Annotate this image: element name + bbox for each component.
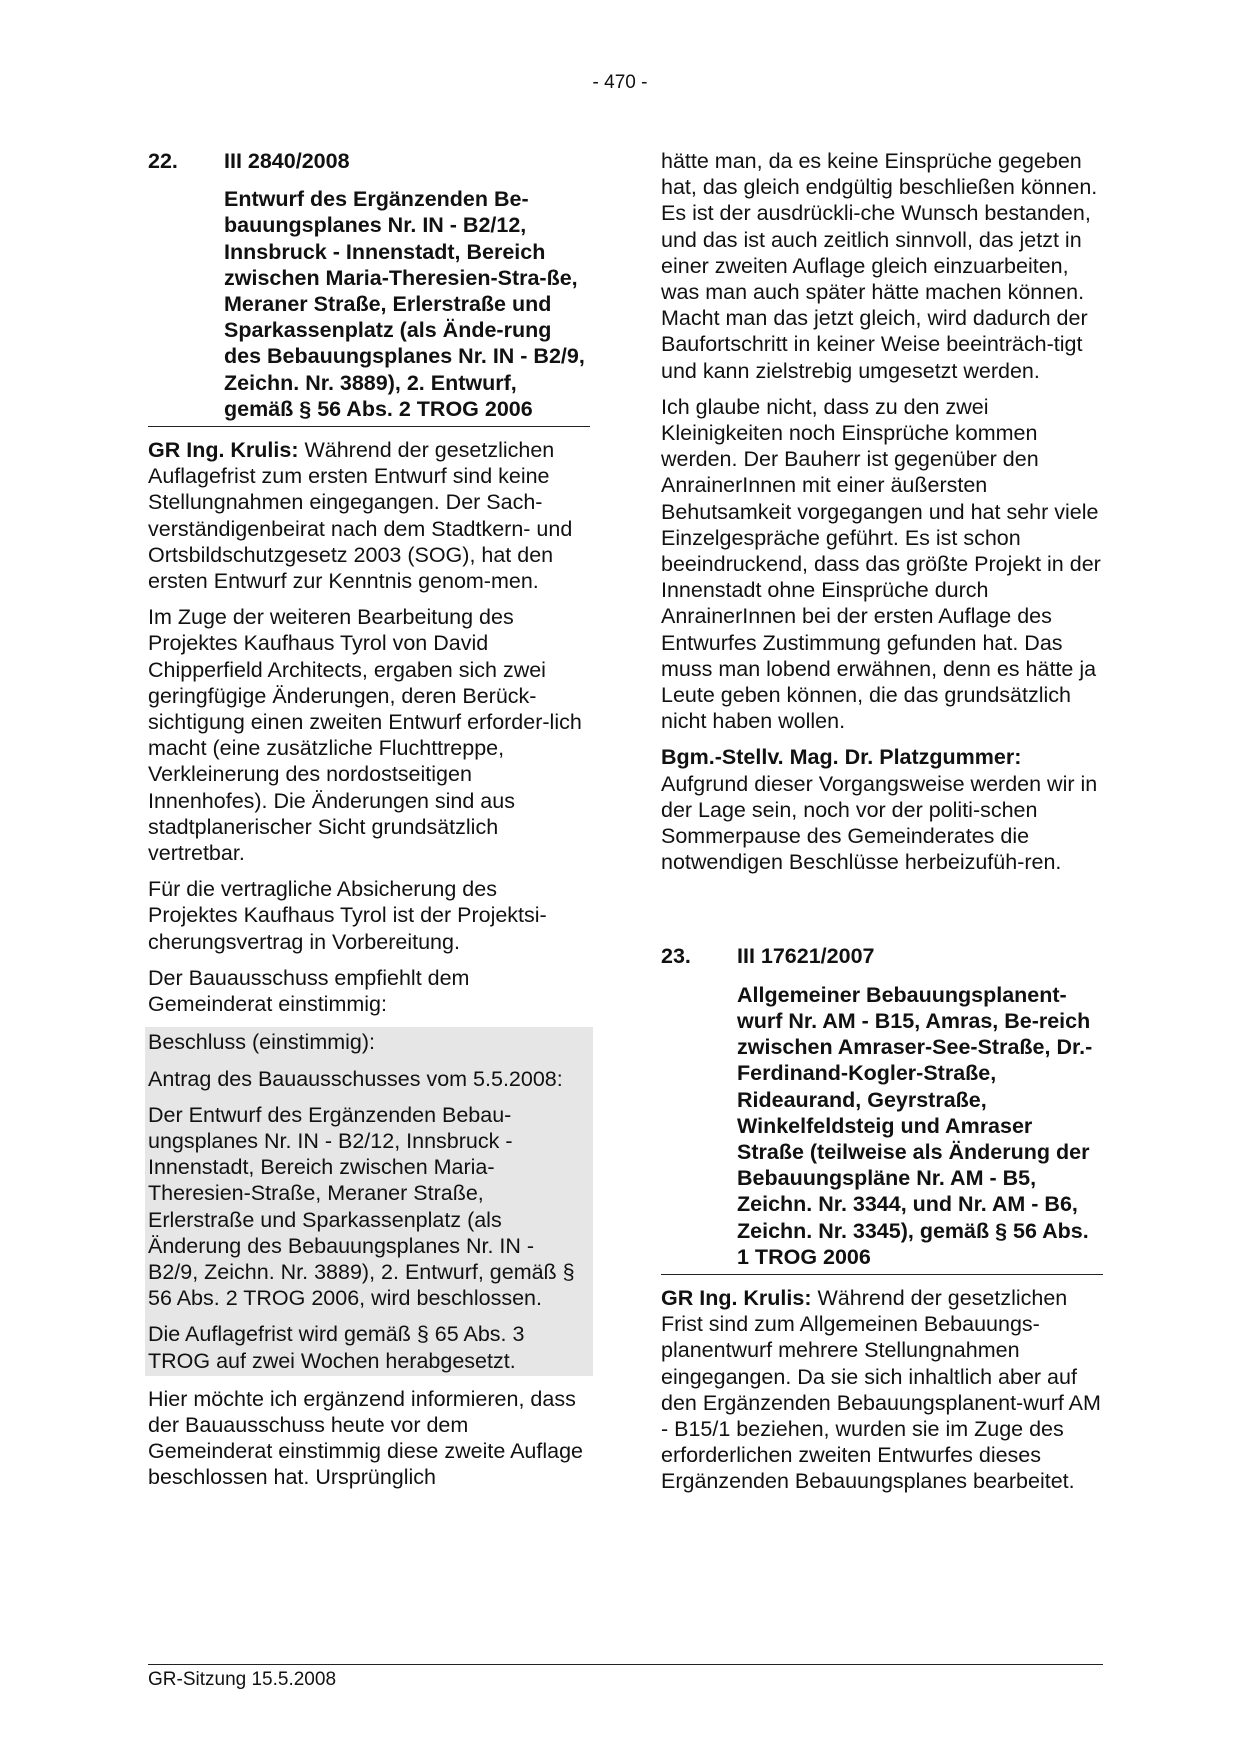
- item-22-heading: [148, 148, 590, 422]
- paragraph: Der Bauausschuss empfiehlt dem Gemeinderat einstimmig:: [148, 965, 470, 1017]
- decision-box: [145, 1027, 593, 1375]
- footer-session: GR-Sitzung 15.5.2008: [148, 1669, 337, 1690]
- decision-label: Beschluss (einstimmig):: [148, 1030, 375, 1055]
- decision-text: Der Entwurf des Ergänzenden Bebau-ungsplanes Nr. IN - B2/12, Innsbruck - Innenstadt, Bereich zwischen Maria-Theresien-Straße, Meraner Straße, Erlerstraße und Sparkassenplatz (als Änderung des Bebauungsplanes Nr. IN - B2/9, Zeichn. Nr. 3889), 2. Entwurf, gemäß § 56 Abs. 2 TROG 2006, wird beschlossen.: [148, 1102, 575, 1311]
- item-reference: III 2840/2008: [224, 149, 350, 173]
- item-number: 23.: [661, 944, 691, 969]
- paragraph: [661, 1285, 1103, 1495]
- speech-text: Aufgrund dieser Vorgangsweise werden wir in der Lage sein, noch vor der politi-schen Sommerpause des Gemeinderates die notwendigen Beschlüsse herbeizufüh-ren.: [661, 771, 1098, 875]
- paragraph: Hier möchte ich ergänzend informieren, dass der Bauausschuss heute vor dem Gemeinderat einstimmig diese zweite Auflage beschlossen hat. Ursprünglich: [148, 1386, 583, 1490]
- speaker-name: Bgm.-Stellv. Mag. Dr. Platzgummer:: [661, 745, 1022, 770]
- item-reference: III 17621/2007: [737, 944, 875, 969]
- paragraph: Im Zuge der weiteren Bearbeitung des Projektes Kaufhaus Tyrol von David Chipperfield Architects, ergaben sich zwei geringfügige Änderungen, deren Berück-sichtigung einen zweiten Entwurf erforder-lich macht (eine zusätzliche Fluchttreppe, Verkleinerung des nordostseitigen Innenhofes). Die Änderungen sind aus stadtplanerischer Sicht grundsätzlich vertretbar.: [148, 605, 582, 866]
- speech-text: Während der gesetzlichen Frist sind zum Allgemeinen Bebauungs-planentwurf mehrere Stellungnahmen eingegangen. Da sie sich inhaltlich aber auf den Ergänzenden Bebauungsplanent-wurf AM - B15/1 beziehen, wurden sie im Zuge des erforderlichen zweiten Entwurfes dieses Ergänzenden Bebauungsplanes bearbeitet.: [661, 1285, 1101, 1494]
- heading-rule: [148, 426, 590, 427]
- paragraph: [661, 744, 1103, 875]
- decision-text: Die Auflagefrist wird gemäß § 65 Abs. 3 TROG auf zwei Wochen herabgesetzt.: [148, 1322, 525, 1373]
- paragraph: hätte man, da es keine Einsprüche gegeben hat, das gleich endgültig beschließen können. Es ist der ausdrückli-che Wunsch bestanden, und das ist auch zeitlich sinnvoll, das jetzt in einer zweiten Auflage gleich einzuarbeiten, was man auch später hätte machen können. Macht man das jetzt gleich, wird dadurch der Baufortschritt in keiner Weise beeinträch-tigt und kann zielstrebig umgesetzt werden.: [661, 149, 1098, 383]
- heading-rule: [661, 1274, 1103, 1275]
- paragraph: Für die vertragliche Absicherung des Projektes Kaufhaus Tyrol ist der Projektsi-cherungsvertrag in Vorbereitung.: [148, 877, 547, 954]
- paragraph: Ich glaube nicht, dass zu den zwei Kleinigkeiten noch Einsprüche kommen werden. Der Bauherr ist gegenüber den AnrainerInnen mit einer äußersten Behutsamkeit vorgegangen und hat sehr viele Einzelgespräche geführt. Es ist schon beeindruckend, dass das größte Projekt in der Innenstadt ohne Einsprüche durch AnrainerInnen bei der ersten Auflage des Entwurfes Zustimmung gefunden hat. Das muss man lobend erwähnen, denn es hätte ja Leute geben können, die das grundsätzlich nicht haben wollen.: [661, 394, 1101, 734]
- speaker-name: GR Ing. Krulis:: [661, 1285, 812, 1310]
- page-number: - 470 -: [592, 72, 648, 93]
- item-number: 22.: [148, 149, 178, 173]
- speaker-name: GR Ing. Krulis:: [148, 438, 299, 463]
- paragraph: [148, 437, 590, 594]
- speech-text: Während der gesetzlichen Auflagefrist zum ersten Entwurf sind keine Stellungnahmen eingegangen. Der Sach-verständigenbeirat nach dem Stadtkern- und Ortsbildschutzgesetz 2003 (SOG), hat den ersten Entwurf zur Kenntnis genom-men.: [148, 438, 573, 594]
- decision-motion: Antrag des Bauausschusses vom 5.5.2008:: [148, 1066, 563, 1091]
- footer-rule: [148, 1664, 1103, 1665]
- item-title: Allgemeiner Bebauungsplanent-wurf Nr. AM - B15, Amras, Be-reich zwischen Amraser-See-Straße, Dr.-Ferdinand-Kogler-Straße, Rideaurand, Geyrstraße, Winkelfeldsteig und Amraser Straße (teilweise als Änderung der Bebauungspläne Nr. AM - B5, Zeichn. Nr. 3344, und Nr. AM - B6, Zeichn. Nr. 3345), gemäß § 56 Abs. 1 TROG 2006: [737, 982, 1093, 1269]
- item-23-heading: [661, 943, 1103, 1269]
- right-column: [661, 148, 1103, 1495]
- item-title: Entwurf des Ergänzenden Be-bauungsplanes Nr. IN - B2/12, Innsbruck - Innenstadt, Bereich zwischen Maria-Theresien-Stra-ße, Meraner Straße, Erlerstraße und Sparkassenplatz (als Ände-rung des Bebauungsplanes Nr. IN - B2/9, Zeichn. Nr. 3889), 2. Entwurf, gemäß § 56 Abs. 2 TROG 2006: [224, 187, 585, 421]
- left-column: [148, 148, 590, 1491]
